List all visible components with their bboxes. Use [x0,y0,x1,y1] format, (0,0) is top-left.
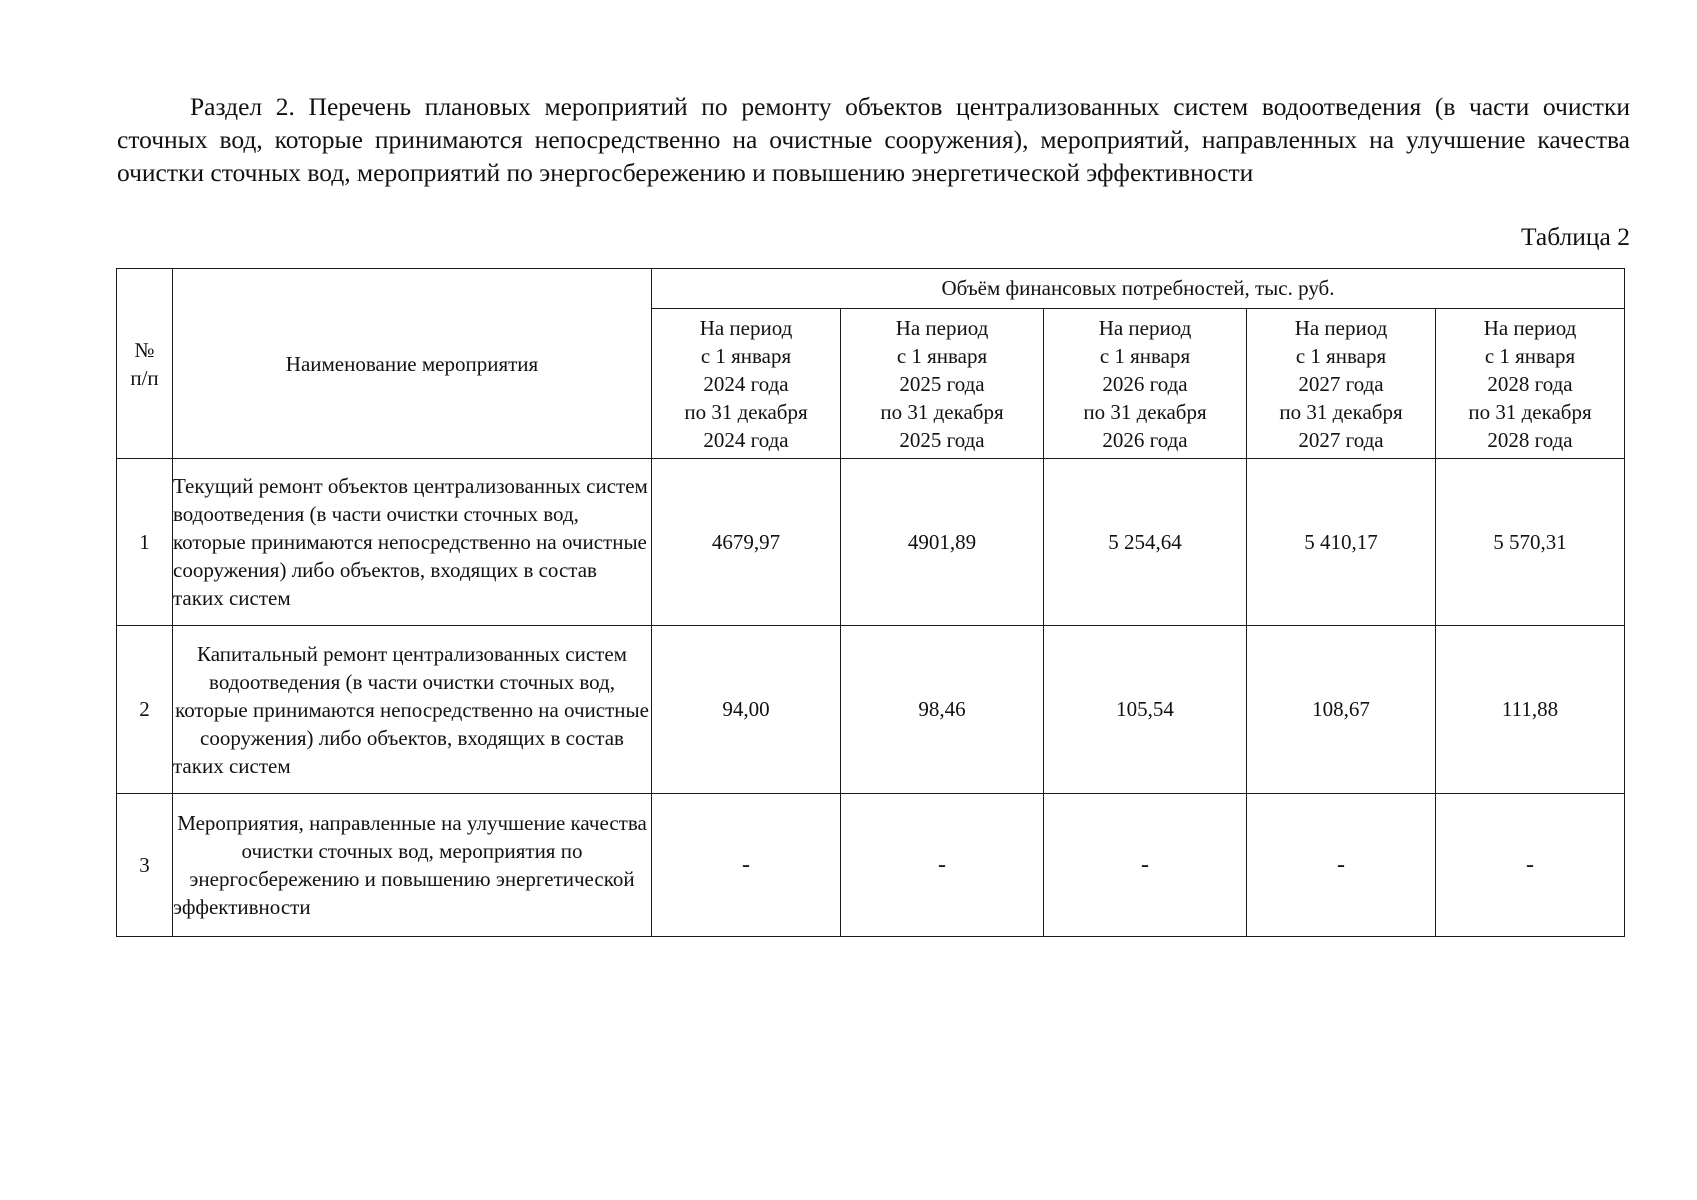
period-line: 2024 года [703,371,789,396]
period-line: с 1 января [700,343,792,368]
period-line: 2026 года [1102,427,1188,452]
period-line: На период [1098,315,1192,340]
value-cell: 98,46 [841,626,1044,794]
period-line: по 31 декабря [684,399,808,424]
table-header-row [117,269,1625,309]
row-name: Капитальный ремонт централизованных систем водоотведения (в части очистки сточных вод, которые принимаются непосредственно на очистные сооружения) либо объектов, входящих в состав таких систем [173,626,652,794]
period-line: с 1 января [1099,343,1191,368]
table-row [117,794,1625,937]
period-line: 2028 года [1487,371,1573,396]
period-line: 2026 года [1102,371,1188,396]
period-line: 2025 года [899,371,985,396]
period-line: по 31 декабря [1468,399,1592,424]
value-cell: 108,67 [1247,626,1436,794]
table-row [117,626,1625,794]
value-cell: 5 570,31 [1436,459,1625,626]
value-cell: - [841,794,1044,937]
row-name: Мероприятия, направленные на улучшение качества очистки сточных вод, мероприятия по энергосбережению и повышению энергетической эффективности [173,794,652,937]
period-line: 2024 года [703,427,789,452]
value-cell: 4901,89 [841,459,1044,626]
period-line: с 1 января [1484,343,1576,368]
value-cell: 5 254,64 [1044,459,1247,626]
value-cell: - [1044,794,1247,937]
period-line: по 31 декабря [880,399,1004,424]
column-header-period [841,309,1044,459]
value-cell: - [1436,794,1625,937]
period-line: На период [699,315,793,340]
value-cell: - [1247,794,1436,937]
column-header-period [1247,309,1436,459]
period-line: 2025 года [899,427,985,452]
table-row [117,459,1625,626]
section-heading: Раздел 2. Перечень плановых мероприятий по ремонту объектов централизованных систем водоотведения (в части очистки сточных вод, которые принимаются непосредственно на очистные сооружения), мероприятий, направленных на улучшение качества очистки сточных вод, мероприятий по энергосбережению и повышению энергетической эффективности [117,92,1630,187]
plan-table [116,268,1625,937]
period-line: На период [1294,315,1388,340]
value-cell: 4679,97 [652,459,841,626]
value-cell: 94,00 [652,626,841,794]
column-header-number [117,269,173,459]
period-line: 2028 года [1487,427,1573,452]
row-number: 2 [117,626,173,794]
row-number: 1 [117,459,173,626]
period-line: 2027 года [1298,371,1384,396]
period-line: На период [895,315,989,340]
row-name: Текущий ремонт объектов централизованных систем водоотведения (в части очистки сточных вод, которые принимаются непосредственно на очистные сооружения) либо объектов, входящих в состав таких систем [173,459,652,626]
period-line: 2027 года [1298,427,1384,452]
column-header-number-sign: № [134,337,155,362]
column-header-period [652,309,841,459]
value-cell: 5 410,17 [1247,459,1436,626]
row-number: 3 [117,794,173,937]
period-line: по 31 декабря [1083,399,1207,424]
table-label: Таблица 2 [1520,222,1630,251]
column-group-header: Объём финансовых потребностей, тыс. руб. [652,269,1625,309]
period-line: На период [1483,315,1577,340]
value-cell: 105,54 [1044,626,1247,794]
period-line: по 31 декабря [1279,399,1403,424]
column-header-name: Наименование мероприятия [173,269,652,459]
column-header-period [1436,309,1625,459]
column-header-number-abbr: п/п [130,365,159,390]
value-cell: - [652,794,841,937]
column-header-period [1044,309,1247,459]
value-cell: 111,88 [1436,626,1625,794]
period-line: с 1 января [1295,343,1387,368]
period-line: с 1 января [896,343,988,368]
